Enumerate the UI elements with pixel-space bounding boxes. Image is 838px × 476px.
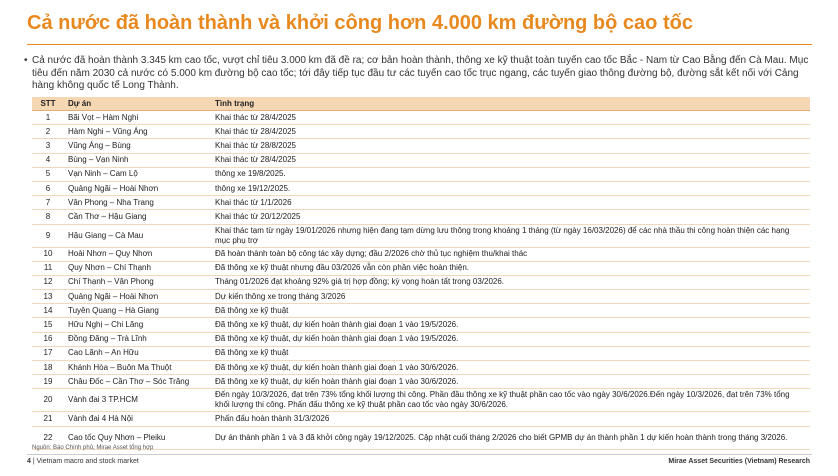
cell-project: Hậu Giang – Cà Mau — [64, 224, 211, 247]
cell-project: Hoài Nhơn – Quy Nhơn — [64, 247, 211, 261]
table-row — [32, 275, 810, 289]
cell-stt: 13 — [32, 290, 64, 304]
footer-left — [27, 458, 139, 465]
cell-status: Đã hoàn thành toàn bộ công tác xây dựng; đầu 2/2026 chờ thủ tục nghiệm thu/khai thác — [211, 247, 810, 261]
cell-stt: 19 — [32, 375, 64, 389]
cell-stt: 12 — [32, 275, 64, 289]
cell-project: Cao tốc Quy Nhơn – Pleiku — [64, 426, 211, 449]
cell-status: Khai thác từ 28/4/2025 — [211, 111, 810, 125]
cell-status: Đã thông xe kỹ thuật, dự kiến hoàn thành giai đoạn 1 vào 30/6/2026. — [211, 375, 810, 389]
cell-status: Khai thác từ 1/1/2026 — [211, 196, 810, 210]
table-row — [32, 261, 810, 275]
cell-status: Khai thác từ 20/12/2025 — [211, 210, 810, 224]
table-row — [32, 412, 810, 426]
page-title: Cả nước đã hoàn thành và khởi công hơn 4.000 km đường bộ cao tốc — [27, 12, 693, 34]
cell-stt: 4 — [32, 153, 64, 167]
table-row — [32, 125, 810, 139]
cell-status: Dự kiến thông xe trong tháng 3/2026 — [211, 290, 810, 304]
cell-project: Cần Thơ – Hậu Giang — [64, 210, 211, 224]
table-row — [32, 389, 810, 412]
cell-status: Đã thông xe kỹ thuật — [211, 304, 810, 318]
cell-project: Vân Phong – Nha Trang — [64, 196, 211, 210]
cell-status: Khai thác tạm từ ngày 19/01/2026 nhưng hiện đang tạm dừng lưu thông trong khoảng 1 tháng (từ ngày 16/03/2026) để các nhà thầu thi công hoàn thiện các hạng mục phụ trợ — [211, 224, 810, 247]
cell-status: Đã thông xe kỹ thuật, dự kiến hoàn thành giai đoạn 1 vào 19/5/2026. — [211, 318, 810, 332]
cell-project: Cao Lãnh – An Hữu — [64, 346, 211, 360]
cell-status: Đã thông xe kỹ thuật nhưng đầu 03/2026 vẫn còn phần việc hoàn thiện. — [211, 261, 810, 275]
cell-stt: 7 — [32, 196, 64, 210]
cell-project: Hữu Nghị – Chi Lăng — [64, 318, 211, 332]
cell-stt: 1 — [32, 111, 64, 125]
table-row — [32, 139, 810, 153]
table-row — [32, 167, 810, 181]
cell-project: Vành đai 3 TP.HCM — [64, 389, 211, 412]
cell-project: Khánh Hòa – Buôn Ma Thuột — [64, 361, 211, 375]
title-divider — [27, 44, 812, 45]
table-row — [32, 346, 810, 360]
cell-project: Vạn Ninh – Cam Lộ — [64, 167, 211, 181]
cell-stt: 21 — [32, 412, 64, 426]
table-row — [32, 290, 810, 304]
cell-stt: 2 — [32, 125, 64, 139]
cell-stt: 3 — [32, 139, 64, 153]
cell-stt: 5 — [32, 167, 64, 181]
cell-status: Tháng 01/2026 đạt khoảng 92% giá trị hợp đồng; kỳ vọng hoàn tất trong 03/2026. — [211, 275, 810, 289]
source-note: Nguồn: Báo Chính phủ, Mirae Asset tổng hợp — [32, 445, 154, 451]
cell-stt: 22 — [32, 426, 64, 449]
expressway-projects-table — [32, 97, 810, 450]
cell-status: Khai thác từ 28/4/2025 — [211, 153, 810, 167]
table-row — [32, 210, 810, 224]
bullet-dot-icon: • — [24, 55, 28, 66]
cell-stt: 8 — [32, 210, 64, 224]
table-row — [32, 181, 810, 195]
cell-stt: 10 — [32, 247, 64, 261]
cell-stt: 18 — [32, 361, 64, 375]
cell-project: Quy Nhơn – Chí Thạnh — [64, 261, 211, 275]
cell-stt: 14 — [32, 304, 64, 318]
header-project: Dự án — [64, 97, 211, 111]
cell-stt: 20 — [32, 389, 64, 412]
header-status: Tình trạng — [211, 97, 810, 111]
cell-status: Dự án thành phần 1 và 3 đã khởi công ngày 19/12/2025. Cập nhật cuối tháng 2/2026 cho biết GPMB dự án thành phần 1 dự kiến hoàn thành trong tháng 3/2026. — [211, 426, 810, 449]
footer-separator: | — [32, 458, 37, 465]
cell-status: Phấn đấu hoàn thành 31/3/2026 — [211, 412, 810, 426]
cell-project: Vũng Áng – Bùng — [64, 139, 211, 153]
cell-stt: 16 — [32, 332, 64, 346]
cell-project: Châu Đốc – Cần Thơ – Sóc Trăng — [64, 375, 211, 389]
table-row — [32, 153, 810, 167]
cell-project: Bãi Vọt – Hàm Nghi — [64, 111, 211, 125]
cell-stt: 9 — [32, 224, 64, 247]
header-stt: STT — [32, 97, 64, 111]
cell-project: Quảng Ngãi – Hoài Nhơn — [64, 181, 211, 195]
table-row — [32, 318, 810, 332]
table-row — [32, 196, 810, 210]
page-number: 4 — [27, 458, 31, 465]
cell-stt: 15 — [32, 318, 64, 332]
cell-project: Vành đai 4 Hà Nội — [64, 412, 211, 426]
cell-project: Chí Thạnh – Vân Phong — [64, 275, 211, 289]
table-header-row — [32, 97, 810, 111]
table-row — [32, 304, 810, 318]
table-row — [32, 332, 810, 346]
cell-status: Đến ngày 10/3/2026, đạt trên 73% tổng khối lượng thi công. Phần đầu thông xe kỹ thuật phần cao tốc vào ngày 30/6/2026.Đến ngày 10/3/2026, đạt trên 73% tổng khối lượng thi công. Phấn đấu thông xe kỹ thuật phần cao tốc vào ngày 30/6/2026. — [211, 389, 810, 412]
cell-status: Đã thông xe kỹ thuật, dự kiến hoàn thành giai đoạn 1 vào 19/5/2026. — [211, 332, 810, 346]
table-row — [32, 375, 810, 389]
table-row — [32, 247, 810, 261]
cell-status: Khai thác từ 28/4/2025 — [211, 125, 810, 139]
summary-text: Cả nước đã hoàn thành 3.345 km cao tốc, vượt chỉ tiêu 3.000 km đã đề ra; cơ bản hoàn thành, thông xe kỹ thuật toàn tuyến cao tốc Bắc - Nam từ Cao Bằng đến Cà Mau. Mục tiêu đến năm 2030 cả nước có 5.000 km đường bộ cao tốc; tới đây tiếp tục đầu tư các tuyến cao tốc trục ngang, các tuyến giao thông đường bộ, đường sắt kết nối với Cảng hàng không quốc tế Long Thành. — [32, 55, 809, 91]
cell-project: Hàm Nghi – Vũng Áng — [64, 125, 211, 139]
cell-project: Tuyên Quang – Hà Giang — [64, 304, 211, 318]
cell-stt: 11 — [32, 261, 64, 275]
cell-stt: 6 — [32, 181, 64, 195]
footer-report-name: Vietnam macro and stock market — [36, 458, 139, 465]
footer-publisher: Mirae Asset Securities (Vietnam) Research — [668, 458, 810, 465]
cell-status: Đã thông xe kỹ thuật — [211, 346, 810, 360]
cell-status: Đã thông xe kỹ thuật, dự kiến hoàn thành giai đoạn 1 vào 30/6/2026. — [211, 361, 810, 375]
cell-project: Bùng – Vạn Ninh — [64, 153, 211, 167]
table-row — [32, 361, 810, 375]
cell-status: thông xe 19/8/2025. — [211, 167, 810, 181]
table-row — [32, 224, 810, 247]
table-row — [32, 111, 810, 125]
summary-bullet — [24, 55, 812, 93]
cell-project: Quảng Ngãi – Hoài Nhơn — [64, 290, 211, 304]
cell-stt: 17 — [32, 346, 64, 360]
cell-project: Đồng Đăng – Trà Lĩnh — [64, 332, 211, 346]
cell-status: thông xe 19/12/2025. — [211, 181, 810, 195]
footer-divider — [27, 454, 812, 455]
cell-status: Khai thác từ 28/8/2025 — [211, 139, 810, 153]
